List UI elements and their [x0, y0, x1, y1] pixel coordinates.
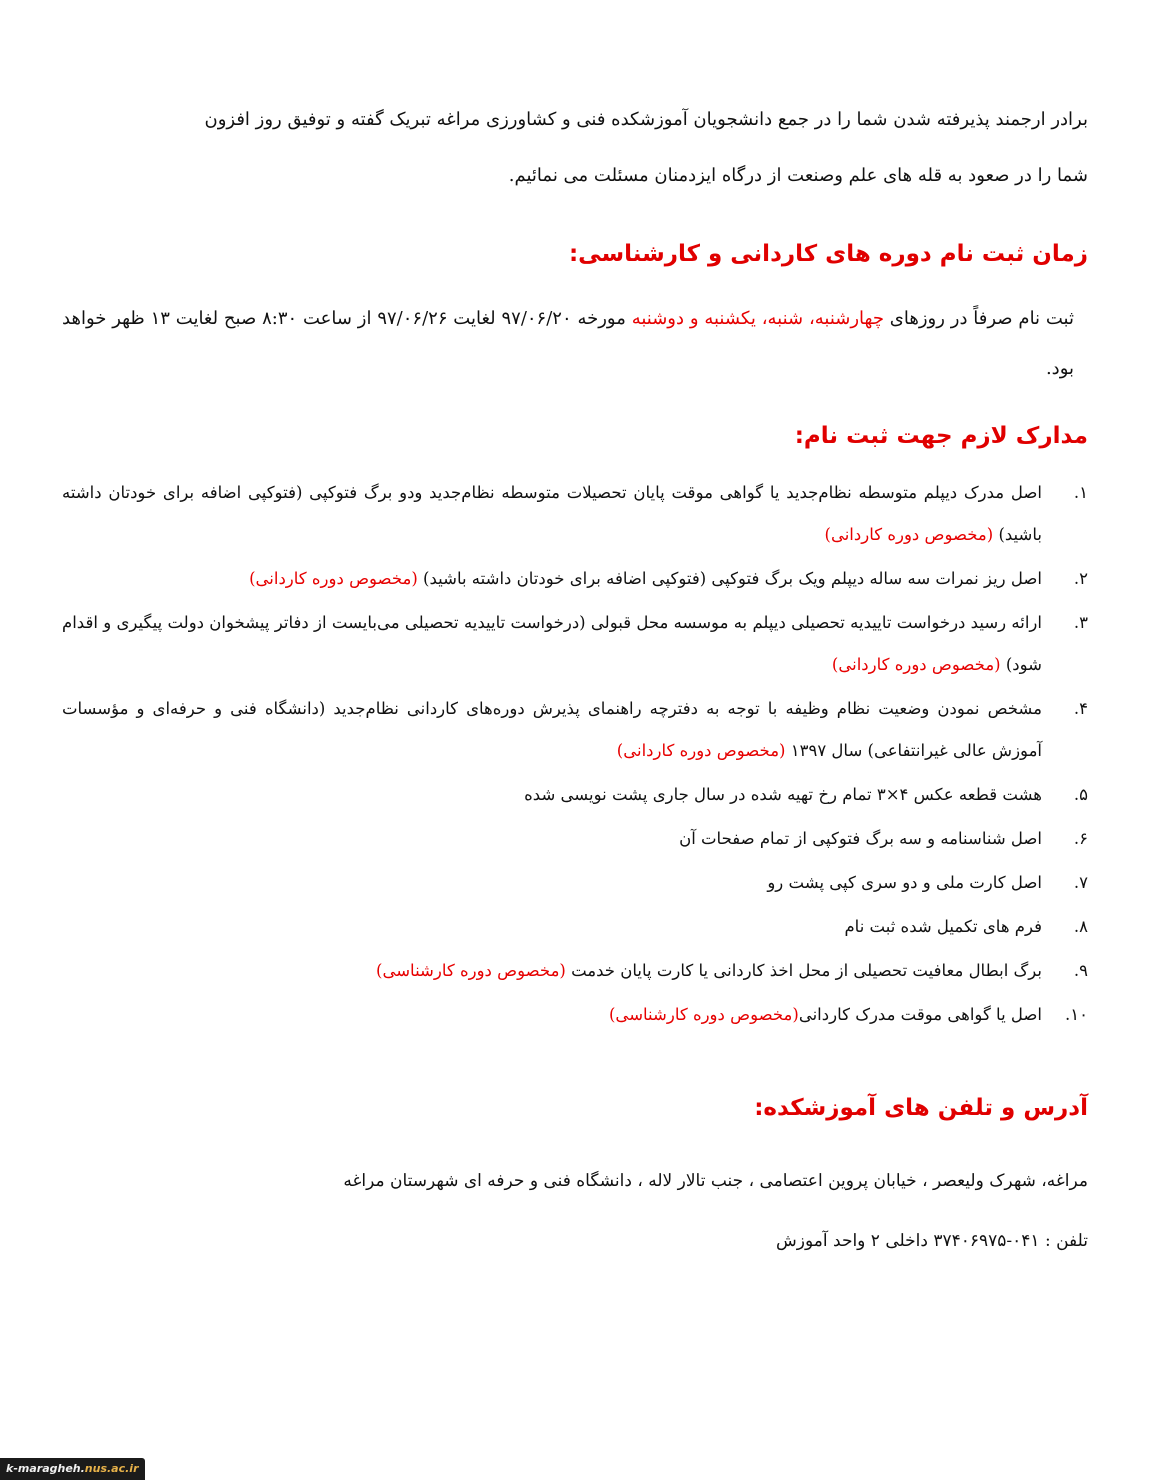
document-item-number: ۶.: [1073, 829, 1088, 848]
document-item: [62, 818, 1088, 860]
document-item-number: ۵.: [1073, 785, 1088, 804]
document-item-text: مشخص نمودن وضعیت نظام وظیفه با توجه به دفترچه راهنمای پذیرش دوره‌های کاردانی نظام‌جدید (دانشگاه فنی و حرفه‌ای و مؤسسات آموزش عالی غیرانتفاعی) سال ۱۳۹۷: [62, 699, 1042, 760]
document-item-number: ۷.: [1073, 873, 1088, 892]
document-item: [62, 558, 1088, 600]
document-item: [62, 950, 1088, 992]
document-item-text: هشت قطعه عکس ۴×۳ تمام رخ تهیه شده در سال جاری پشت نویسی شده: [524, 785, 1042, 804]
document-item-number: ۱.: [1073, 483, 1088, 502]
document-item: [62, 602, 1088, 686]
document-item-number: ۹.: [1073, 961, 1088, 980]
document-item-tag: (مخصوص دوره کاردانی): [824, 525, 994, 544]
document-item-tag: (مخصوص دوره کاردانی): [831, 655, 1001, 674]
registration-text-end: مورخه ۹۷/۰۶/۲۰ لغایت ۹۷/۰۶/۲۶ از ساعت ۸:۳۰ صبح لغایت ۱۳ ظهر خواهد بود.: [62, 308, 1074, 379]
document-item-text: ارائه رسید درخواست تاییدیه تحصیلی دیپلم به موسسه محل قبولی (درخواست تاییدیه تحصیلی می‌بایست از دفاتر پیشخوان دولت پیگیری و اقدام شود): [62, 613, 1042, 674]
document-item-text: اصل کارت ملی و دو سری کپی پشت رو: [767, 873, 1042, 892]
site-badge-prefix: k-maragheh.: [6, 1462, 85, 1475]
contact-heading: آدرس و تلفن های آموزشکده:: [754, 1095, 1088, 1121]
document-item-text: اصل مدرک دیپلم متوسطه نظام‌جدید یا گواهی موقت پایان تحصیلات متوسطه نظام‌جدید ودو برگ فتوکپی (فتوکپی اضافه برای خودتان داشته باشید): [62, 483, 1042, 544]
document-item-text: فرم های تکمیل شده ثبت نام: [844, 917, 1042, 936]
phone-text: تلفن : ۰۴۱-۳۷۴۰۶۹۷۵ داخلی ۲ واحد آموزش: [776, 1231, 1088, 1251]
intro-paragraph: [62, 92, 1088, 204]
site-badge[interactable]: [0, 1458, 145, 1480]
document-item-number: ۴.: [1073, 699, 1088, 718]
document-item-number: ۳.: [1073, 613, 1088, 632]
document-item-number: ۲.: [1073, 569, 1088, 588]
document-item: [62, 774, 1088, 816]
registration-days: چهارشنبه، شنبه، یکشنبه و دوشنبه: [631, 308, 884, 329]
document-item-tag: (مخصوص دوره کاردانی): [616, 741, 786, 760]
document-item: [62, 994, 1088, 1036]
document-item: [62, 862, 1088, 904]
document-item-tag: (مخصوص دوره کارشناسی): [376, 961, 566, 980]
document-page: [62, 92, 1088, 1256]
registration-text-start: ثبت نام صرفاً در روزهای: [883, 308, 1075, 329]
document-item-text: اصل یا گواهی موقت مدرک کاردانی: [798, 1005, 1042, 1024]
registration-time-heading: زمان ثبت نام دوره های کاردانی و کارشناسی:: [568, 241, 1088, 267]
registration-time-text: [62, 294, 1088, 394]
document-item-number: ۱۰.: [1065, 1005, 1088, 1024]
document-item-number: ۸.: [1073, 917, 1088, 936]
intro-line-2: شما را در صعود به قله های علم وصنعت از درگاه ایزدمنان مسئلت می نمائیم.: [508, 165, 1088, 186]
document-item: [62, 906, 1088, 948]
required-documents-heading: مدارک لازم جهت ثبت نام:: [794, 423, 1088, 449]
document-item-tag: (مخصوص دوره کارشناسی): [609, 1005, 799, 1024]
site-badge-domain: nus.ac.ir: [84, 1462, 139, 1475]
documents-list: [62, 472, 1088, 1036]
document-item-tag: (مخصوص دوره کاردانی): [249, 569, 418, 588]
document-item: [62, 688, 1088, 772]
document-item-text: برگ ابطال معافیت تحصیلی از محل اخذ کاردانی یا کارت پایان خدمت: [565, 961, 1042, 980]
intro-line-1: برادر ارجمند پذیرفته شدن شما را در جمع دانشجویان آموزشکده فنی و کشاورزی مراغه تبریک گفته و توفیق روز افزون: [204, 109, 1088, 130]
document-item-text: اصل شناسنامه و سه برگ فتوکپی از تمام صفحات آن: [679, 829, 1042, 848]
address-text: مراغه، شهرک ولیعصر ، خیابان پروین اعتصامی ، جنب تالار لاله ، دانشگاه فنی و حرفه ای شهرستان مراغه: [343, 1171, 1088, 1191]
document-item-text: اصل ریز نمرات سه ساله دیپلم ویک برگ فتوکپی (فتوکپی اضافه برای خودتان داشته باشید): [417, 569, 1042, 588]
document-item: [62, 472, 1088, 556]
